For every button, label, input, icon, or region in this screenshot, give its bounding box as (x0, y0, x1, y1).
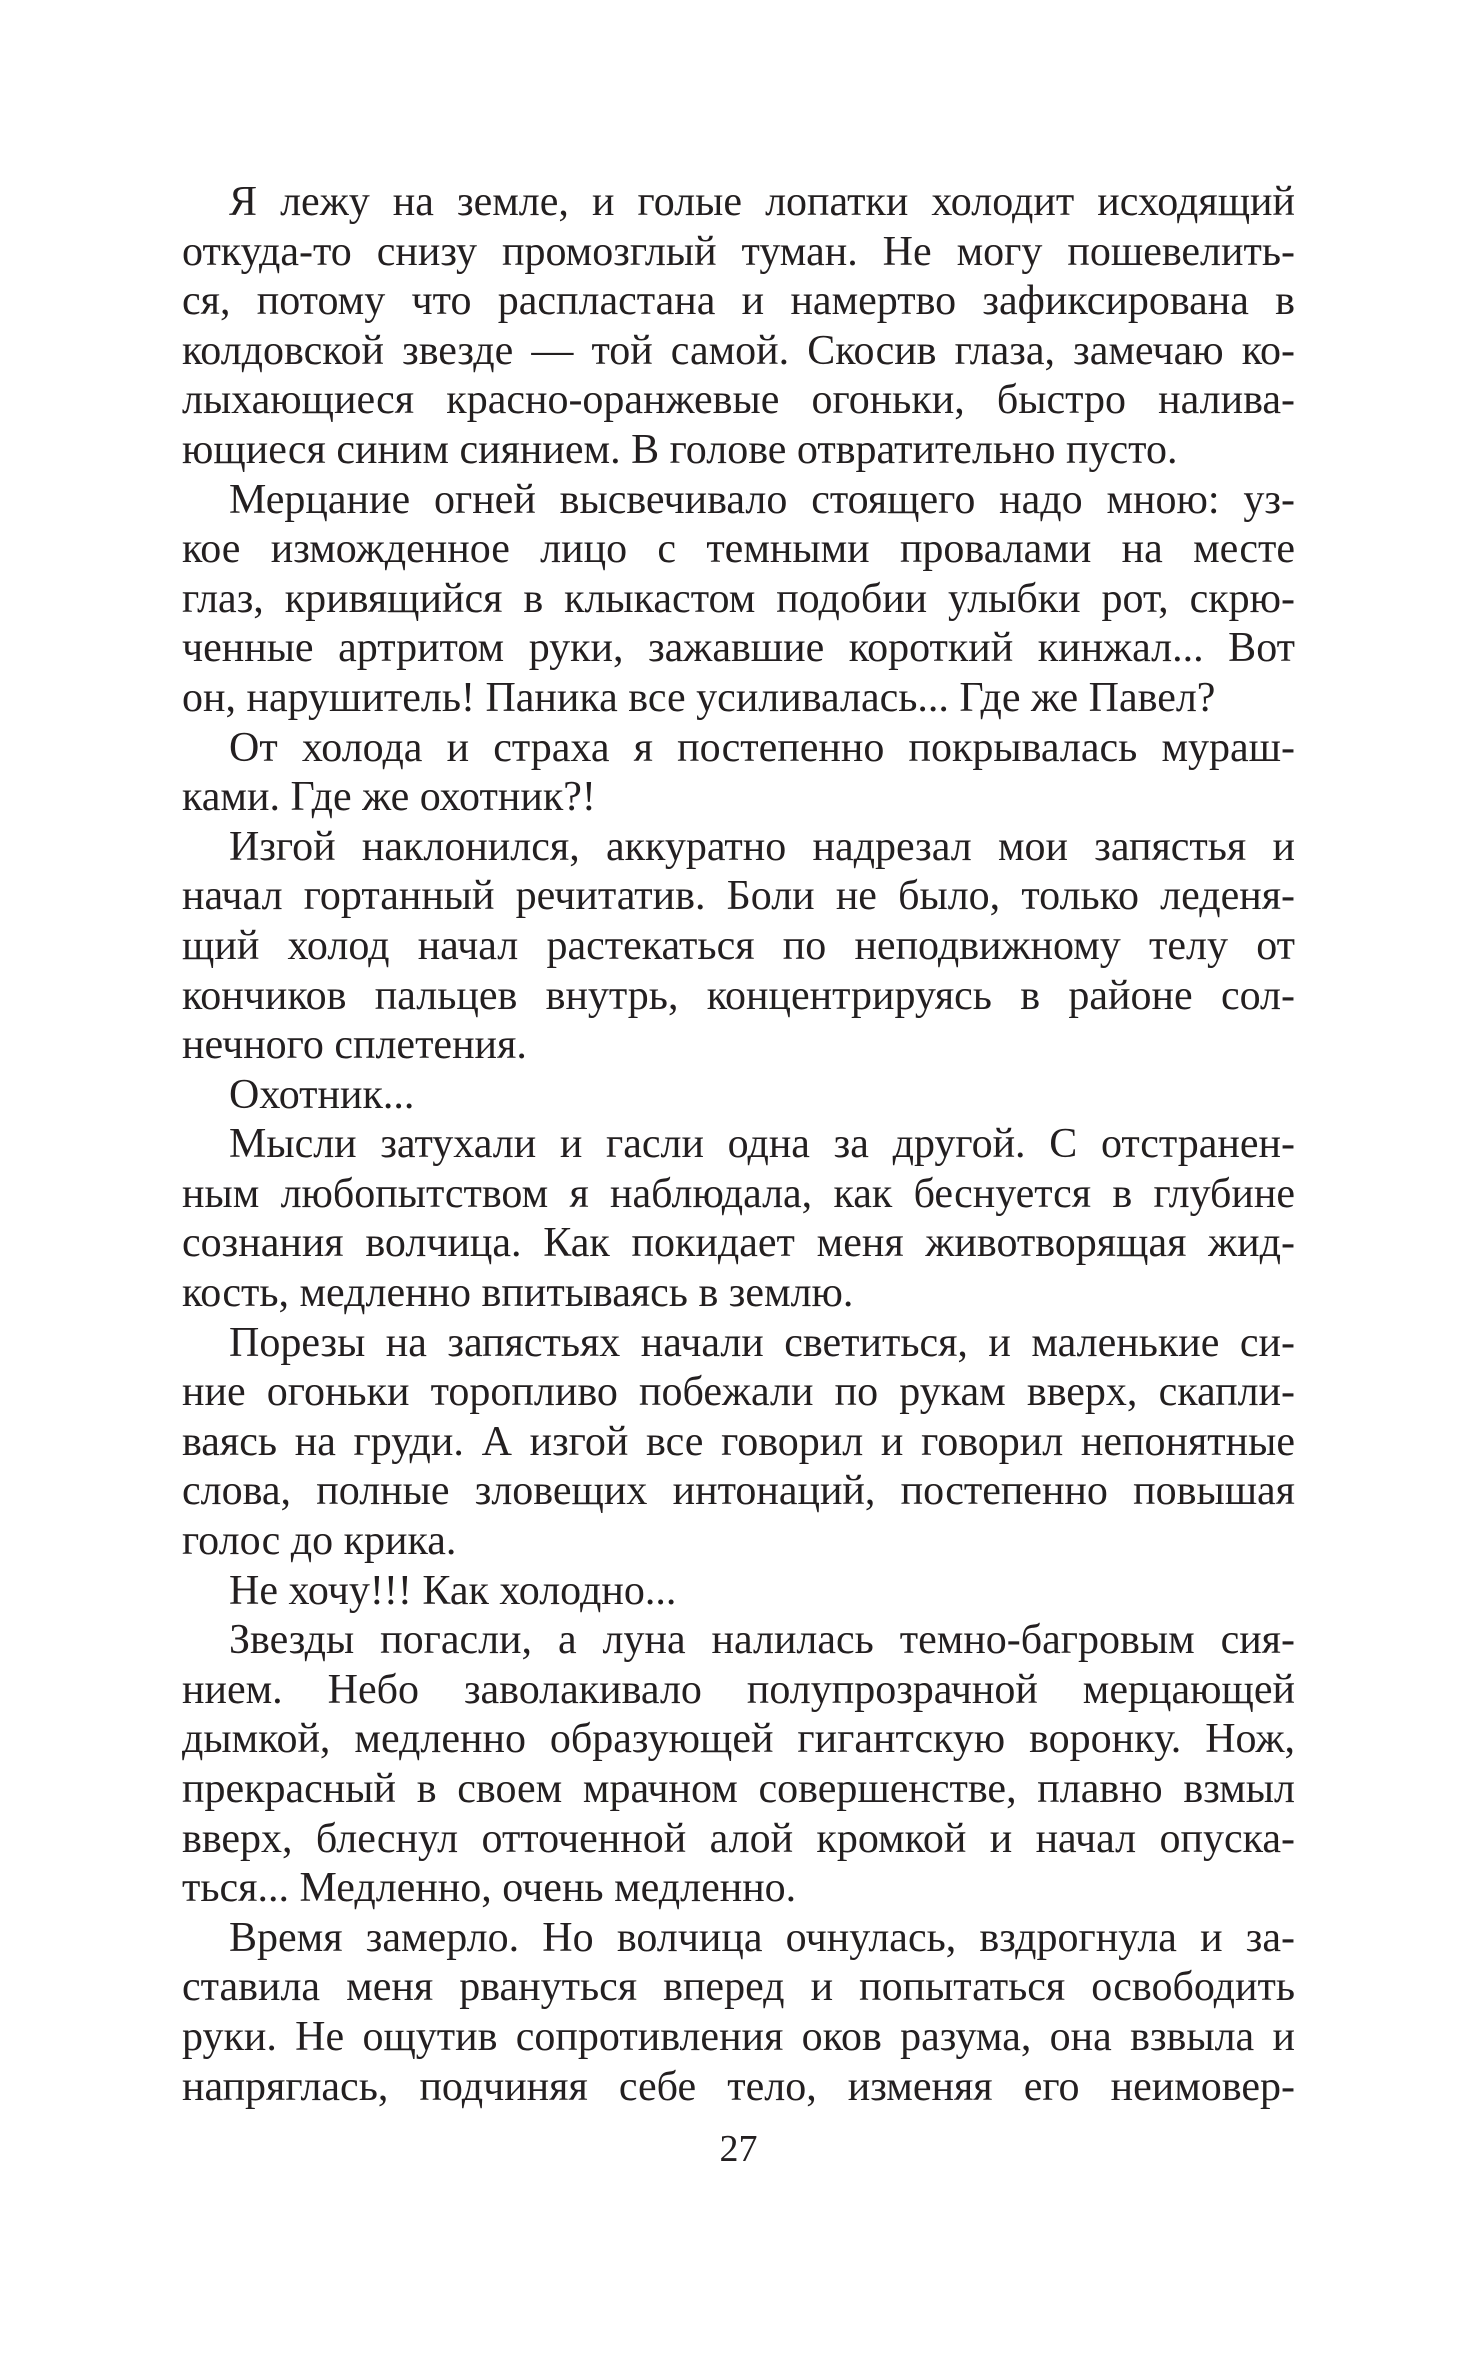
text-line: кончиков пальцев внутрь, концентрируясь в районе сол- (182, 972, 1295, 1019)
text-line: руки. Не ощутив сопротивления оков разума, она взвыла и (182, 2013, 1295, 2060)
text-line: колдовской звезде — той самой. Скосив глаза, замечаю ко- (182, 327, 1295, 374)
text-line: начал гортанный речитатив. Боли не было, только леденя- (182, 873, 1295, 920)
text-line: лыхающиеся красно-оранжевые огоньки, быстро налива- (182, 377, 1295, 424)
text-line: ющиеся синим сиянием. В голове отвратительно пусто. (182, 426, 1178, 473)
text-line: Не хочу!!! Как холодно... (229, 1567, 677, 1614)
text-line: Звезды погасли, а луна налилась темно-багровым сия- (229, 1617, 1295, 1664)
text-line: Мысли затухали и гасли одна за другой. С отстранен- (229, 1121, 1295, 1168)
text-line: Я лежу на земле, и голые лопатки холодит исходящий (229, 179, 1295, 225)
text-line: кое изможденное лицо с темными провалами на месте (182, 526, 1295, 573)
text-line: От холода и страха я постепенно покрывалась мураш- (229, 724, 1295, 771)
text-line: щий холод начал растекаться по неподвижному телу от (182, 922, 1295, 969)
text-line: ся, потому что распластана и намертво зафиксирована в (182, 278, 1295, 325)
text-line: ченные артритом руки, зажавшие короткий кинжал... Вот (182, 625, 1295, 672)
text-line: ваясь на груди. А изгой все говорил и говорил непонятные (182, 1418, 1295, 1465)
text-line: голос до крика. (182, 1518, 457, 1565)
text-line: сознания волчица. Как покидает меня животворящая жид- (182, 1220, 1295, 1267)
text-line: прекрасный в своем мрачном совершенстве, плавно взмыл (182, 1766, 1295, 1812)
text-line: ками. Где же охотник?! (182, 774, 596, 821)
text-line: ным любопытством я наблюдала, как беснуется в глубине (182, 1170, 1295, 1217)
text-line: глаз, кривящийся в клыкастом подобии улыбки рот, скрю- (182, 575, 1295, 622)
text-line: Время замерло. Но волчица очнулась, вздрогнула и за- (229, 1914, 1295, 1961)
text-line: Мерцание огней высвечивало стоящего надо мною: уз- (229, 476, 1295, 523)
text-line: ставила меня рвануться вперед и попытаться освободить (182, 1964, 1295, 2011)
text-line: напряглась, подчиняя себе тело, изменяя его неимовер- (182, 2063, 1295, 2110)
text-line: дымкой, медленно образующей гигантскую воронку. Нож, (182, 1716, 1295, 1763)
text-line: нечного сплетения. (182, 1022, 527, 1069)
text-line: Изгой наклонился, аккуратно надрезал мои запястья и (229, 823, 1295, 870)
text-line: откуда-то снизу промозглый туман. Не могу пошевелить- (182, 228, 1295, 275)
text-line: слова, полные зловещих интонаций, постепенно повышая (182, 1468, 1295, 1515)
text-line: кость, медленно впитываясь в землю. (182, 1270, 854, 1317)
body-text (182, 178, 1295, 2112)
text-line: Порезы на запястьях начали светиться, и маленькие си- (229, 1319, 1295, 1366)
text-line: он, нарушитель! Паника все усиливалась... Где же Павел? (182, 674, 1216, 721)
text-line: ние огоньки торопливо побежали по рукам вверх, скапли- (182, 1369, 1295, 1416)
text-line: вверх, блеснул отточенной алой кромкой и начал опуска- (182, 1815, 1295, 1862)
text-line: Охотник... (229, 1071, 415, 1118)
text-line: нием. Небо заволакивало полупрозрачной мерцающей (182, 1666, 1295, 1713)
text-line: ться... Медленно, очень медленно. (182, 1865, 797, 1912)
page-number: 27 (719, 2128, 758, 2170)
